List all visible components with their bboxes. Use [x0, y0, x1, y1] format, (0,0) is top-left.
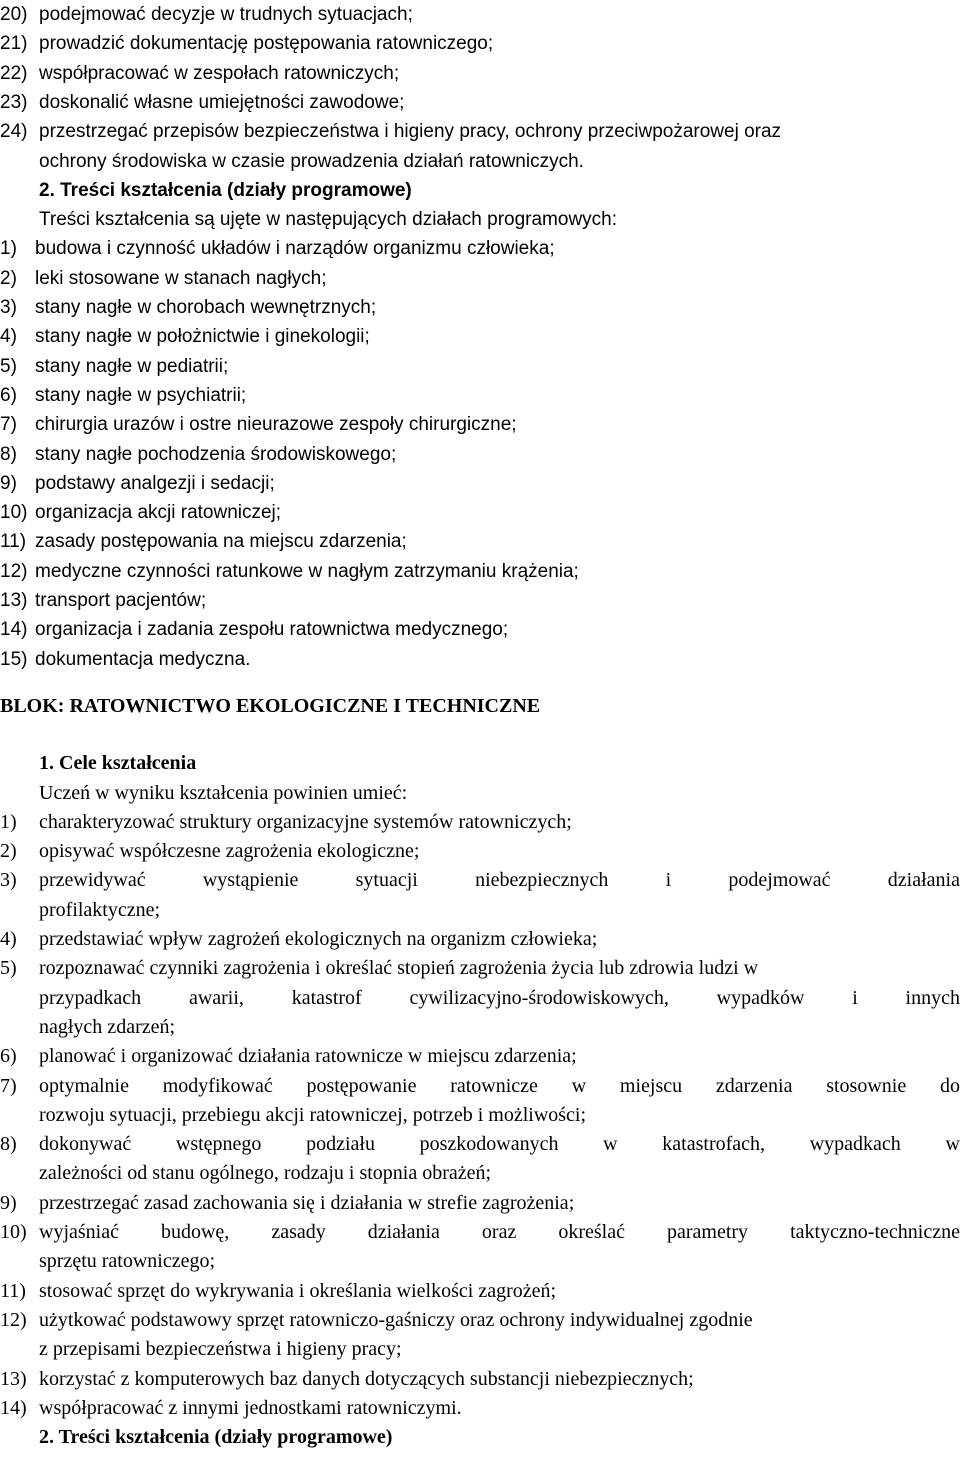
item-number: 2)	[0, 267, 17, 289]
item-number: 9)	[0, 472, 17, 494]
item-text-justified	[39, 1130, 960, 1159]
item-number: 6)	[0, 384, 17, 406]
section-intro: Treści kształcenia są ujęte w następujących działach programowych:	[39, 209, 618, 231]
item-text-cont: nagłych zdarzeń;	[39, 1015, 176, 1038]
goals-list-item	[0, 1365, 960, 1394]
section-intro: Uczeń w wyniku kształcenia powinien umieć:	[39, 781, 408, 804]
item-text-justified	[39, 984, 960, 1013]
word: poszkodowanych	[419, 1133, 559, 1156]
item-text: medyczne czynności ratunkowe w nagłym zatrzymaniu krążenia;	[35, 560, 579, 582]
item-text: stany nagłe w psychiatrii;	[35, 384, 247, 406]
item-text-cont: ochrony środowiska w czasie prowadzenia działań ratowniczych.	[39, 150, 584, 172]
word: wstępnego	[175, 1133, 262, 1156]
goals-list-item-cont	[0, 984, 960, 1013]
item-text: stany nagłe w chorobach wewnętrznych;	[35, 297, 377, 318]
item-text-cont: zależności od stanu ogólnego, rodzaju i stopnia obrażeń;	[39, 1162, 492, 1185]
goals-list-item	[0, 1306, 960, 1335]
item-text: rozpoznawać czynniki zagrożenia i określać stopień zagrożenia życia lub zdrowia ludzi w	[39, 957, 759, 980]
word: parametry	[666, 1221, 749, 1243]
word: oraz	[481, 1221, 517, 1243]
item-number: 14)	[0, 619, 28, 641]
goals-cont-list-item	[0, 88, 960, 117]
program-list-item	[0, 615, 960, 644]
item-number: 2)	[0, 840, 17, 863]
word: zasady	[271, 1221, 326, 1243]
word: dokonywać	[39, 1133, 132, 1156]
item-number: 7)	[0, 1074, 17, 1097]
item-text: podejmować decyzje w trudnych sytuacjach;	[39, 4, 413, 25]
word: i	[852, 986, 858, 1009]
program-list-item	[0, 498, 960, 527]
item-text-justified	[39, 866, 960, 895]
word: wypadków	[716, 986, 805, 1009]
goals-list-item	[0, 1218, 960, 1247]
word: przypadkach	[39, 986, 142, 1009]
program-list-item	[0, 645, 960, 674]
item-number: 21)	[0, 33, 28, 55]
goals-list-item-cont	[0, 1013, 960, 1042]
word: niebezpiecznych	[475, 869, 609, 892]
item-number: 8)	[0, 1133, 17, 1156]
word: w	[945, 1133, 960, 1156]
section1-title-line	[0, 749, 960, 778]
item-number: 13)	[0, 590, 28, 611]
item-text: stosować sprzęt do wykrywania i określania wielkości zagrożeń;	[39, 1279, 557, 1302]
word: innych	[905, 986, 960, 1009]
goals-list-item	[0, 1394, 960, 1423]
goals-list-item	[0, 1072, 960, 1101]
word: działania	[887, 869, 960, 892]
item-text: stany nagłe pochodzenia środowiskowego;	[35, 443, 397, 465]
word: w	[603, 1133, 618, 1156]
program-list-item	[0, 557, 960, 586]
item-text: prowadzić dokumentację postępowania ratowniczego;	[39, 33, 494, 55]
goals-list-item-cont	[0, 1159, 960, 1188]
item-text: dokumentacja medyczna.	[35, 648, 251, 670]
word: katastrof	[291, 986, 362, 1009]
item-text: stany nagłe w pediatrii;	[35, 355, 229, 377]
item-number: 13)	[0, 1367, 27, 1390]
word: stosownie	[826, 1074, 907, 1097]
item-text-cont: profilaktyczne;	[39, 898, 161, 921]
word: określać	[558, 1221, 625, 1243]
item-text: opisywać współczesne zagrożenia ekologiczne;	[39, 840, 420, 863]
item-number: 5)	[0, 957, 17, 980]
item-number: 11)	[0, 531, 27, 553]
word: ratownicze	[450, 1074, 538, 1097]
item-number: 7)	[0, 414, 17, 436]
goals-list-item	[0, 1042, 960, 1071]
goals-list-item-cont	[0, 1247, 960, 1276]
item-text: charakteryzować struktury organizacyjne systemów ratowniczych;	[39, 810, 572, 833]
program-list-item	[0, 234, 960, 263]
item-text-cont: z przepisami bezpieczeństwa i higieny pracy;	[39, 1338, 402, 1361]
item-number: 22)	[0, 62, 28, 84]
item-number: 9)	[0, 1191, 17, 1214]
section-intro-line	[0, 205, 960, 234]
word: przewidywać	[39, 869, 146, 892]
item-text: przestrzegać przepisów bezpieczeństwa i higieny pracy, ochrony przeciwpożarowej oraz	[39, 121, 782, 143]
goals-cont-list-item	[0, 117, 960, 146]
item-text: organizacja akcji ratowniczej;	[35, 502, 282, 524]
goals-list-item	[0, 925, 960, 954]
word: działania	[367, 1221, 440, 1243]
item-number: 1)	[0, 810, 17, 833]
word: miejscu	[619, 1074, 683, 1097]
program-list-item	[0, 410, 960, 439]
program-list-item	[0, 469, 960, 498]
program-list-item	[0, 322, 960, 351]
item-number: 3)	[0, 869, 17, 892]
section-intro-line	[0, 779, 960, 808]
word: i	[665, 869, 672, 892]
word: modyfikować	[162, 1074, 273, 1097]
goals-cont-list-item-cont	[0, 147, 960, 176]
word: postępowanie	[306, 1074, 417, 1097]
word: zdarzenia	[715, 1074, 793, 1097]
program-list-item	[0, 586, 960, 615]
program-list-item	[0, 293, 960, 322]
item-text: stany nagłe w położnictwie i ginekologii;	[35, 326, 370, 348]
item-text-cont: rozwoju sytuacji, przebiegu akcji ratowniczej, potrzeb i możliwości;	[39, 1103, 587, 1126]
word: w	[571, 1074, 587, 1097]
item-number: 4)	[0, 326, 17, 348]
item-number: 14)	[0, 1396, 27, 1419]
item-text: doskonalić własne umiejętności zawodowe;	[39, 91, 405, 113]
word: awarii,	[188, 986, 244, 1009]
section2-title-line	[0, 176, 960, 205]
item-text: przestrzegać zasad zachowania się i działania w strefie zagrożenia;	[39, 1191, 575, 1214]
word: optymalnie	[39, 1074, 129, 1097]
section-title: 1. Cele kształcenia	[39, 752, 197, 775]
goals-cont-list-item	[0, 29, 960, 58]
program-list-item	[0, 527, 960, 556]
item-text: użytkować podstawowy sprzęt ratowniczo-gaśniczy oraz ochrony indywidualnej zgodnie	[39, 1308, 753, 1331]
goals-list-item	[0, 837, 960, 866]
item-number: 8)	[0, 443, 17, 465]
word: cywilizacyjno-środowiskowych,	[409, 986, 669, 1009]
item-text-justified	[39, 1218, 960, 1247]
item-number: 11)	[0, 1279, 26, 1302]
item-text: transport pacjentów;	[35, 590, 207, 611]
block-title-line	[0, 692, 960, 721]
item-text: współpracować w zespołach ratowniczych;	[39, 62, 400, 84]
section2b-title-line	[0, 1423, 960, 1452]
item-number: 6)	[0, 1045, 17, 1068]
item-text: korzystać z komputerowych baz danych dotyczących substancji niebezpiecznych;	[39, 1367, 694, 1390]
item-number: 24)	[0, 121, 28, 143]
word: podejmować	[728, 869, 831, 892]
item-number: 5)	[0, 355, 17, 377]
item-number: 10)	[0, 502, 28, 524]
goals-list-item	[0, 866, 960, 895]
item-number: 1)	[0, 238, 17, 260]
item-text: współpracować z innymi jednostkami ratowniczymi.	[39, 1396, 462, 1419]
item-number: 12)	[0, 1308, 27, 1331]
goals-list-item	[0, 1277, 960, 1306]
program-list-item	[0, 264, 960, 293]
word: do	[939, 1074, 960, 1097]
item-text: chirurgia urazów i ostre nieurazowe zespoły chirurgiczne;	[35, 414, 517, 436]
goals-list-item	[0, 808, 960, 837]
goals-list-item-cont	[0, 1335, 960, 1364]
item-text: przedstawiać wpływ zagrożeń ekologicznych na organizm człowieka;	[39, 928, 598, 950]
section-title: 2. Treści kształcenia (działy programowe)	[39, 1426, 393, 1449]
program-list-item	[0, 352, 960, 381]
goals-cont-list-item	[0, 59, 960, 88]
goals-list-item-cont	[0, 896, 960, 925]
item-number: 4)	[0, 928, 17, 950]
word: wyjaśniać	[39, 1221, 119, 1243]
item-text-justified	[39, 1072, 960, 1101]
word: sytuacji	[355, 869, 418, 892]
item-text: podstawy analgezji i sedacji;	[35, 472, 275, 494]
word: podziału	[306, 1133, 375, 1156]
item-number: 3)	[0, 297, 17, 318]
section-title: 2. Treści kształcenia (działy programowe)	[39, 179, 412, 201]
word: wypadkach	[809, 1133, 901, 1156]
item-number: 23)	[0, 91, 28, 113]
item-text-cont: sprzętu ratowniczego;	[39, 1250, 216, 1273]
word: wystąpienie	[202, 869, 299, 892]
word: budowę,	[160, 1221, 230, 1243]
item-number: 15)	[0, 648, 28, 670]
program-list-item	[0, 440, 960, 469]
goals-list-item	[0, 1130, 960, 1159]
item-number: 12)	[0, 560, 28, 582]
item-text: planować i organizować działania ratownicze w miejscu zdarzenia;	[39, 1045, 577, 1068]
item-number: 20)	[0, 4, 28, 25]
item-text: budowa i czynność układów i narządów organizmu człowieka;	[35, 238, 555, 260]
item-text: zasady postępowania na miejscu zdarzenia;	[35, 531, 407, 553]
word: taktyczno-techniczne	[790, 1221, 960, 1243]
block-title: BLOK: RATOWNICTWO EKOLOGICZNE I TECHNICZNE	[0, 694, 541, 717]
goals-list-item	[0, 1189, 960, 1218]
program-list-item	[0, 381, 960, 410]
goals-list-item-cont	[0, 1101, 960, 1130]
goals-list-item	[0, 954, 960, 983]
item-text: organizacja i zadania zespołu ratownictwa medycznego;	[35, 619, 509, 641]
item-number: 10)	[0, 1221, 27, 1243]
word: katastrofach,	[662, 1133, 766, 1156]
item-text: leki stosowane w stanach nagłych;	[35, 267, 327, 289]
goals-cont-list-item	[0, 0, 960, 29]
